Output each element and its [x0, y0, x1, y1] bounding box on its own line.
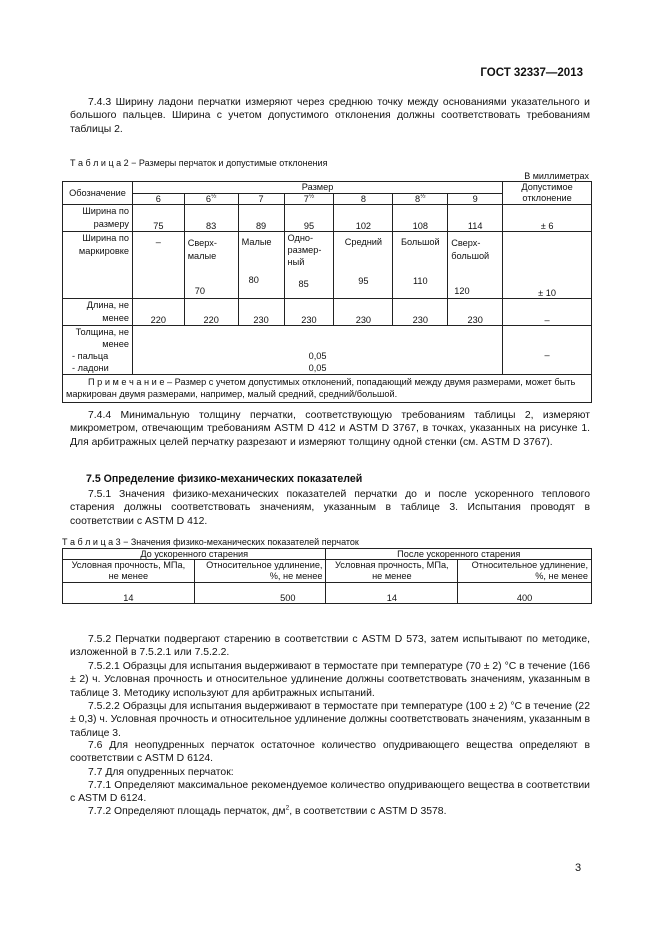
cell: 500 — [194, 583, 326, 604]
cell: 230 — [448, 299, 503, 326]
mark-name: Средний — [344, 237, 383, 247]
th-after-aging: После ускоренного старения — [326, 549, 592, 560]
th-size-value: 6 — [132, 193, 184, 205]
paragraph-7-4-3: 7.4.3 Ширину ладони перчатки измеряют через среднюю точку между основаниями указательного и большого пальцев. Ширина с учетом допустимого отклонения должны соответствовать требованиям таблицы 2. — [70, 97, 590, 135]
cell-mark-2 — [238, 232, 284, 299]
th-strength: Условная прочность, МПа, не менее — [63, 560, 195, 583]
cell: 230 — [238, 299, 284, 326]
thickness-finger-label: - пальца — [72, 351, 109, 361]
th-size-value: $6^{\frac{1}{2}}$ — [184, 193, 238, 205]
cell: – — [132, 232, 184, 299]
paragraph-7-5-2: 7.5.2 Перчатки подвергают старению в соответствии с ASTM D 573, затем испытывают по методике, изложенной в 7.5.2.1 или 7.5.2.2. — [70, 634, 590, 659]
cell: 400 — [458, 583, 592, 604]
mark-name: Сверх-большой — [451, 238, 490, 261]
mark-value: 110 — [412, 276, 428, 286]
th-elongation: Относительное удлинение, %, не менее — [458, 560, 592, 583]
th-before-aging: До ускоренного старения — [63, 549, 326, 560]
row-label-width-size: Ширина по размеру — [63, 205, 133, 232]
mark-name: Сверх-малые — [187, 238, 217, 261]
paragraph-7-4-4: 7.4.4 Минимальную толщину перчатки, соответствующую требованиям таблицы 2, измеряют микрометром, отвечающим требованиям ASTM D 412 и ASTM D 3767, в точках, указанных на рисунке 1. Для арбитражных целей перчатку разрезают и измеряют толщину одной стенки (см. ASTM D 3767). — [70, 410, 590, 448]
cell: 114 — [448, 205, 503, 232]
table-mechanical — [62, 548, 592, 604]
mark-name: Большой — [400, 237, 440, 247]
cell: – — [503, 299, 592, 326]
paragraph-7-5-2-1: 7.5.2.1 Образцы для испытания выдерживают в термостате при температуре (70 ± 2) °С в течение (166 ± 2) ч. Условная прочность и относительное удлинение должны соответствовать значениям, указанным в таблице 3. Методику используют для арбитражных испытаний. — [70, 661, 590, 699]
cell: ± 6 — [503, 205, 592, 232]
page-number: 3 — [575, 862, 582, 874]
th-size-value: 8 — [334, 193, 393, 205]
cell: 95 — [284, 205, 334, 232]
thickness-finger-value: 0,05 — [308, 351, 327, 361]
mark-value: 95 — [358, 276, 369, 286]
cell: 220 — [132, 299, 184, 326]
cell-mark-6 — [448, 232, 503, 299]
cell-mark-5 — [393, 232, 448, 299]
mark-value: 85 — [298, 279, 309, 289]
table3-caption: Т а б л и ц а 3 − Значения физико-механических показателей перчаток — [62, 537, 359, 547]
mark-name: Одно-размер-ный — [287, 233, 322, 267]
cell-mark-4 — [334, 232, 393, 299]
paragraph-7-6: 7.6 Для неопудренных перчаток остаточное количество опудривающего вещества определяют в соответствии с ASTM D 6124. — [70, 740, 590, 765]
cell: 230 — [334, 299, 393, 326]
th-tolerance: Допустимое отклонение — [503, 182, 592, 205]
th-size-value: 7 — [238, 193, 284, 205]
cell: 83 — [184, 205, 238, 232]
table2-caption: Т а б л и ц а 2 − Размеры перчаток и допустимые отклонения — [70, 158, 328, 168]
cell: ± 10 — [503, 232, 592, 299]
table-sizes — [62, 181, 592, 403]
document-code: ГОСТ 32337—2013 — [480, 67, 583, 79]
th-size-value: $7^{\frac{1}{2}}$ — [284, 193, 334, 205]
th-elongation: Относительное удлинение, %, не менее — [194, 560, 326, 583]
th-designation: Обозначение — [63, 182, 133, 205]
cell: 230 — [284, 299, 334, 326]
thickness-palm-label: - ладони — [72, 363, 109, 373]
thickness-label: Толщина, не менее — [75, 327, 129, 349]
row-label-length: Длина, не менее — [63, 299, 133, 326]
cell: 108 — [393, 205, 448, 232]
paragraph-7-7: 7.7 Для опудренных перчаток: — [88, 767, 234, 778]
cell: 89 — [238, 205, 284, 232]
thickness-values — [132, 326, 502, 375]
section-heading-7-5: 7.5 Определение физико-механических показателей — [86, 473, 363, 485]
th-size-value: 9 — [448, 193, 503, 205]
cell: 220 — [184, 299, 238, 326]
mark-value: 120 — [454, 286, 470, 296]
cell: – — [503, 326, 592, 375]
row-label-width-mark: Ширина по маркировке — [63, 232, 133, 299]
cell-mark-1 — [184, 232, 238, 299]
cell: 75 — [132, 205, 184, 232]
paragraph-7-7-2: 7.7.2 Определяют площадь перчаток, $дм^2$, в соответствии с ASTM D 3578. — [88, 804, 447, 817]
mark-name: Малые — [241, 237, 272, 247]
paragraph-7-5-2-2: 7.5.2.2 Образцы для испытания выдерживают в термостате при температуре (100 ± 2) °С в течение (22 ± 0,3) ч. Условная прочность и относительное удлинение должны соответствовать значениям, указанным в таблице 3. — [70, 701, 590, 739]
cell: 230 — [393, 299, 448, 326]
paragraph-7-5-1: 7.5.1 Значения физико-механических показателей перчатки до и после ускоренного теплового старения должны соответствовать значениям, указанным в таблице 3. Испытания проводят в соответствии с ASTM D 412. — [70, 489, 590, 527]
row-label-thickness — [63, 326, 133, 375]
table2-units: В миллиметрах — [524, 171, 589, 181]
cell-mark-3 — [284, 232, 334, 299]
paragraph-7-7-1: 7.7.1 Определяют максимальное рекомендуемое количество опудривающего вещества в соответствии с ASTM D 6124. — [70, 780, 590, 805]
th-size-value: $8^{\frac{1}{2}}$ — [393, 193, 448, 205]
th-size: Размер — [132, 182, 502, 194]
mark-value: 80 — [248, 275, 259, 285]
row-width-mark — [63, 232, 592, 299]
th-strength: Условная прочность, МПа, не менее — [326, 560, 458, 583]
superscript: 2 — [285, 804, 290, 812]
mark-value: 70 — [194, 286, 205, 296]
cell: 14 — [326, 583, 458, 604]
cell: 102 — [334, 205, 393, 232]
table2-note: П р и м е ч а н и е – Размер с учетом допустимых отклонений, попадающий между двумя размерами, может быть маркирован двумя размерами, например, малый средний, средний/большой. — [63, 375, 592, 403]
cell: 14 — [63, 583, 195, 604]
thickness-palm-value: 0,05 — [308, 363, 327, 373]
